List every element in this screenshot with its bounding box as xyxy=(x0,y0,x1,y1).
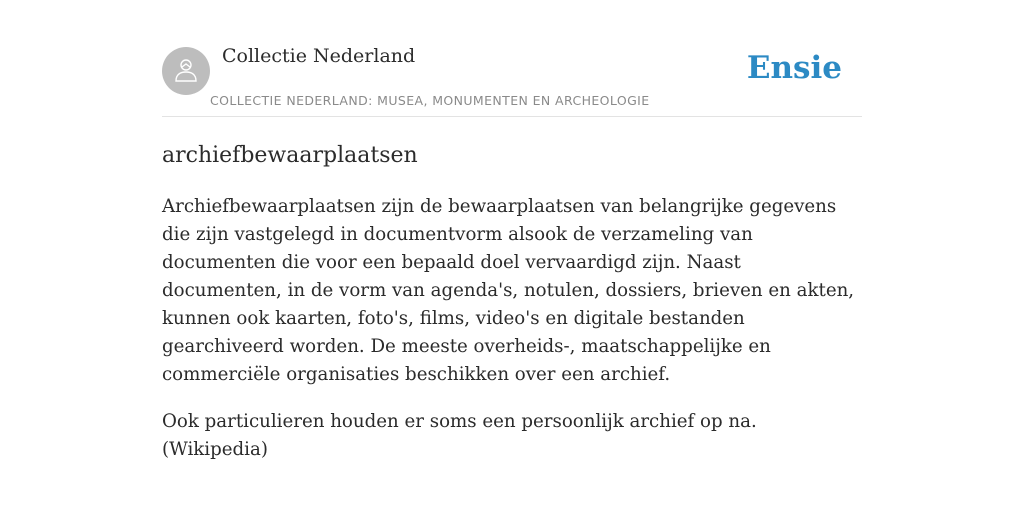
entry-paragraph: Archiefbewaarplaatsen zijn de bewaarplaatsen van belangrijke gegevens die zijn vastgelegd in documentvorm alsook de verzameling van documenten die voor een bepaald doel vervaardigd zijn. Naast documenten, in de vorm van agenda's, notulen, dossiers, brieven en akten, kunnen ook kaarten, foto's, films, video's en digitale bestanden gearchiveerd worden. De meeste overheids-, maatschappelijke en commerciële organisaties beschikken over een archief. xyxy=(162,196,855,385)
brand-logo[interactable]: Ensie xyxy=(746,50,842,86)
entry-paragraph: Ook particulieren houden er soms een persoonlijk archief op na. (Wikipedia) xyxy=(162,411,757,460)
user-icon xyxy=(172,55,200,87)
author-avatar[interactable] xyxy=(162,47,210,95)
entry-header xyxy=(162,0,862,117)
entry-card xyxy=(162,0,862,464)
author-name-link[interactable]: Collectie Nederland xyxy=(222,45,416,67)
entry-term: archiefbewaarplaatsen xyxy=(162,143,418,168)
author-subtitle: COLLECTIE NEDERLAND: MUSEA, MONUMENTEN EN ARCHEOLOGIE xyxy=(210,93,650,108)
